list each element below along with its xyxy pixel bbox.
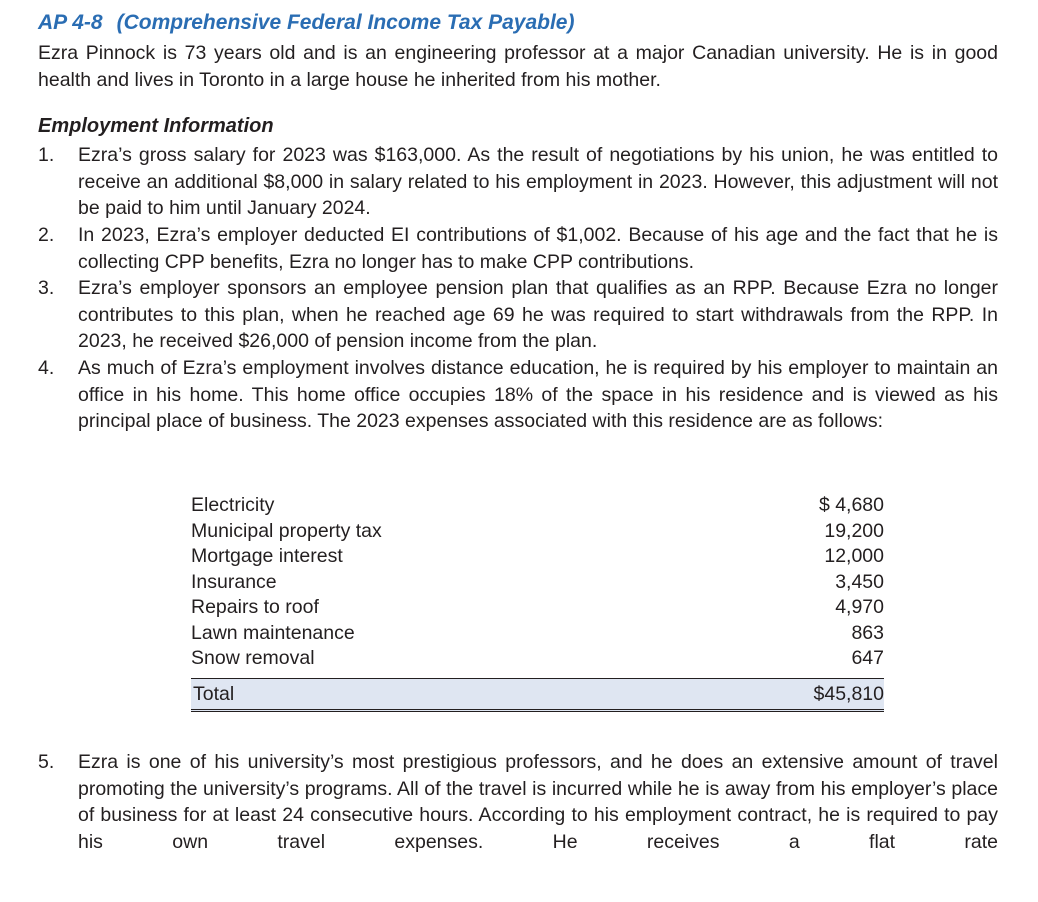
intro-paragraph: Ezra Pinnock is 73 years old and is an engineering professor at a major Canadian university. He is in good health and lives in Toronto in a large house he inherited from his mother. [38,42,998,91]
expense-amount: 647 [851,647,884,669]
list-item-text: Ezra’s gross salary for 2023 was $163,000. As the result of negotiations by his union, he was entitled to receive an additional $8,000 in salary related to his employment in 2023. However, this adjustment will not be paid to him until January 2024. [78,144,998,219]
total-amount: $45,810 [813,682,884,705]
expense-amount: 12,000 [824,545,884,567]
list-item-text: As much of Ezra’s employment involves distance education, he is required by his employer to maintain an office in his home. This home office occupies 18% of the space in his residence and is viewed as his principal place of business. The 2023 expenses associated with this residence are as follows: [78,357,998,432]
expense-label: Repairs to roof [191,596,319,618]
table-row [191,519,884,545]
table-row [191,570,884,596]
expense-label: Municipal property tax [191,519,382,542]
expense-label: Mortgage interest [191,545,343,567]
table-row [191,595,884,621]
table-row [191,646,884,672]
list-item-number: 3. [38,277,55,299]
expense-amount: 19,200 [824,519,884,542]
list-item-text: In 2023, Ezra’s employer deducted EI contributions of $1,002. Because of his age and the fact that he is collecting CPP benefits, Ezra no longer has to make CPP contributions. [78,224,998,273]
list-item-number: 1. [38,144,55,166]
table-row [191,544,884,570]
expense-label: Electricity [191,494,275,516]
expense-label: Insurance [191,570,277,593]
total-row [191,678,884,712]
problem-heading [38,11,574,35]
list-item-number: 2. [38,224,55,246]
section-title: Employment Information [38,115,274,137]
table-row [191,493,884,519]
table-row [191,621,884,647]
expense-amount: $ 4,680 [818,494,884,516]
expense-table [191,493,884,712]
problem-title: (Comprehensive Federal Income Tax Payable) [116,11,575,34]
list-item-number: 5. [38,751,55,773]
expense-label: Lawn maintenance [191,621,355,644]
list-item-text: Ezra is one of his university’s most prestigious professors, and he does an extensive amount of travel promoting the university’s programs. All of the travel is incurred while he is away from his employer’s place of business for at least 24 consecutive hours. According to his employment contract, he is required to pay his own travel expenses. He receives a flat rate [78,751,998,853]
expense-amount: 3,450 [835,570,884,593]
list-item-text: Ezra’s employer sponsors an employee pension plan that qualifies as an RPP. Because Ezra no longer contributes to this plan, when he reached age 69 he was required to start withdrawals from the RPP. In 2023, he received $26,000 of pension income from the plan. [78,277,998,352]
list-item-number: 4. [38,357,55,379]
expense-amount: 4,970 [835,596,884,618]
problem-number: AP 4-8 [38,11,103,34]
total-label: Total [193,682,235,705]
expense-amount: 863 [851,621,884,644]
expense-label: Snow removal [191,647,315,669]
